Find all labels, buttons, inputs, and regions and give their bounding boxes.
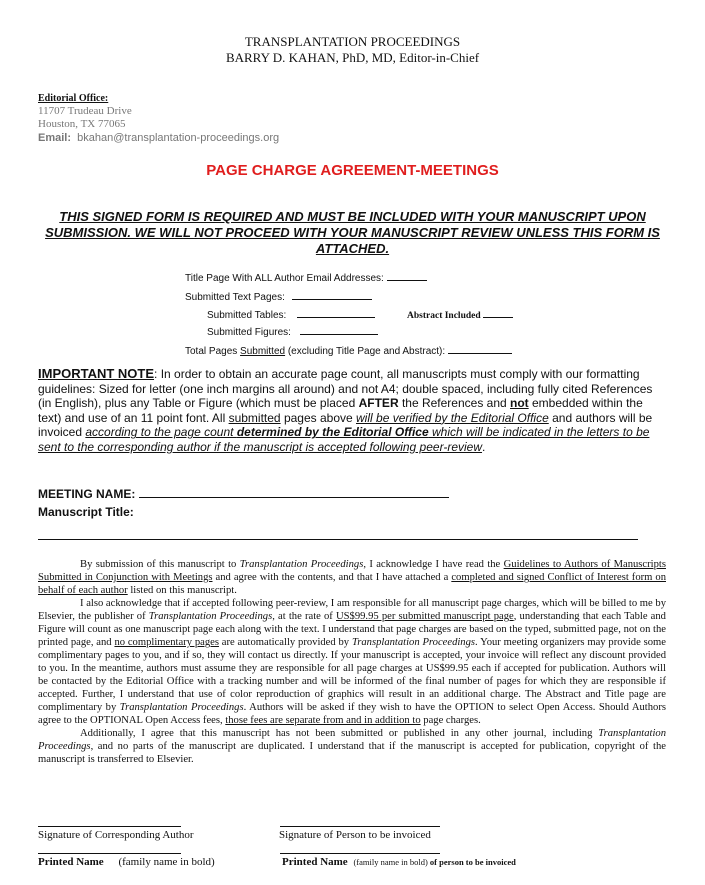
field-title-page-blank[interactable]: [387, 270, 427, 281]
journal-title: TRANSPLANTATION PROCEEDINGS: [244, 34, 461, 49]
field-abstract: [407, 307, 513, 321]
submission-warning: THIS SIGNED FORM IS REQUIRED AND MUST BE INCLUDED WITH YOUR MANUSCRIPT UPON SUBMISSION. WE WILL NOT PROCEED WITH YOUR MANUSCRIPT REVIEW UNLESS THIS FORM IS ATTACHED.: [45, 209, 660, 256]
note-verified: will be verified by the Editorial Office: [356, 410, 549, 425]
invoiced-printed-line[interactable]: [280, 853, 440, 854]
field-abstract-label: Abstract Included: [407, 311, 481, 321]
family-name-right: (family name in bold): [353, 857, 428, 867]
author-printed-name: [38, 856, 215, 868]
email-label: Email:: [38, 132, 72, 144]
field-total-label-a: Total Pages: [185, 346, 241, 357]
note-text-4: pages above: [280, 410, 357, 425]
paragraph-acknowledge: By submission of this manuscript to Transplantation Proceedings, I acknowledge I have read the Guidelines to Authors of Manuscripts Submitted in Conjunction with Meetings and agree with the contents, and that I have attached a completed and signed Conflict of Interest form on behalf of each author listed on this manuscript.: [38, 559, 666, 596]
invoiced-signature-line[interactable]: [280, 826, 440, 827]
field-total-pages: [185, 343, 512, 357]
agreement-title: PAGE CHARGE AGREEMENT-MEETINGS: [206, 162, 499, 179]
printed-name-left-label: Printed Name: [38, 856, 104, 868]
manuscript-title-blank[interactable]: [38, 539, 638, 540]
manuscript-title-label: Manuscript Title:: [38, 505, 134, 519]
email-address[interactable]: bkahan@transplantation-proceedings.org: [77, 132, 280, 144]
note-end: .: [482, 439, 486, 454]
important-note-label: IMPORTANT NOTE: [38, 366, 155, 381]
of-person-invoiced: of person to be invoiced: [427, 857, 516, 867]
paragraph-charges: I also acknowledge that if accepted following peer-review, I am responsible for all manuscript page charges, which will be billed to me by Elsevier, the publisher of Transplantation Proceedings, at the rate of US$99.95 per submitted manuscript page, understanding that each Table and Figure will count as one manuscript page each along with the text. I understand that page charges are based on the typed, submitted page, not on the printed page, and no complimentary pages are automatically provided by Transplantation Proceedings. Your meeting organizers may provide some complimentary pages to you, and if so, they will contact us directly. If your manuscript is accepted, your invoice will reflect any discount provided to you. In the meantime, authors must assume they are responsible for all page charges at US$99.95 each if accepted for publication. Authors will be contacted by the Editorial Office with a tracking number and will be informed of the final number of pages for which they are responsible if accepted. Further, I understand that use of color reproduction of graphics will result in an additional charge. The Abstract and Title page are complimentary by Transplantation Proceedings. Authors will be asked if they wish to have the OPTION to select Open Access. Should Authors agree to the OPTIONAL Open Access fees, those fees are separate from and in addition to page charges.: [38, 598, 666, 726]
field-figures-label: Submitted Figures:: [207, 327, 291, 338]
author-signature-label: Signature of Corresponding Author: [38, 829, 194, 841]
note-after: AFTER: [358, 396, 399, 411]
paragraph-copyright: Additionally, I agree that this manuscript has not been submitted or published in any other journal, including Transplantation Proceedings, and no parts of the manuscript are duplicated. I understand that if the manuscript is accepted for publication, copyright of the manuscript is transferred to Elsevier.: [38, 728, 666, 765]
field-total-label-c: (excluding Title Page and Abstract):: [285, 346, 446, 357]
note-submitted: submitted: [228, 410, 281, 425]
important-note: [38, 367, 668, 455]
note-indicated: which will be indicated in the letters to be sent to the corresponding author if the manuscript is accepted following peer-review: [38, 425, 650, 454]
note-determined: determined by the Editorial Office: [236, 425, 429, 440]
note-text-2: the References and: [398, 396, 511, 411]
field-total-pages-blank[interactable]: [448, 343, 512, 354]
note-text-1: : In order to obtain an accurate page count, all manuscripts must comply with our formatting guidelines: Sized for letter (one inch margins all around) and not A4; double spaced, including fully cited References (in English), plus any Table or Figure (which must be placed: [38, 367, 653, 411]
field-total-label-b: Submitted: [240, 346, 286, 357]
note-not: not: [510, 396, 529, 411]
field-tables-label: Submitted Tables:: [207, 310, 287, 321]
field-text-pages-label: Submitted Text Pages:: [185, 292, 285, 303]
meeting-name-label: MEETING NAME:: [38, 487, 136, 501]
author-printed-line[interactable]: [38, 853, 181, 854]
note-text-5: and authors will be invoiced: [38, 410, 653, 440]
meeting-name-field: [38, 485, 449, 501]
printed-name-right-label: Printed Name: [282, 856, 348, 868]
field-title-page: [185, 270, 427, 284]
field-text-pages-blank[interactable]: [292, 289, 372, 300]
family-name-left: (family name in bold): [118, 856, 215, 868]
author-signature-line[interactable]: [38, 826, 181, 827]
field-figures: [207, 324, 378, 338]
note-text-3: embedded within the text) and use of an 11 point font. All: [38, 396, 643, 425]
meeting-name-blank[interactable]: [139, 485, 449, 498]
editor-line: BARRY D. KAHAN, PhD, MD, Editor-in-Chief: [225, 50, 480, 65]
office-address-line1: 11707 Trudeau Drive: [38, 105, 132, 117]
field-title-page-label: Title Page With ALL Author Email Addresses:: [185, 273, 384, 284]
invoiced-printed-name: [282, 856, 516, 868]
field-tables: [207, 307, 375, 321]
office-email: [38, 132, 279, 144]
field-tables-blank[interactable]: [297, 307, 375, 318]
field-figures-blank[interactable]: [300, 324, 378, 335]
field-abstract-blank[interactable]: [483, 307, 513, 318]
field-text-pages: [185, 289, 372, 303]
invoiced-signature-label: Signature of Person to be invoiced: [279, 829, 431, 841]
note-according: according to the page count: [85, 425, 237, 440]
agreement-body: [38, 558, 666, 766]
office-address-line2: Houston, TX 77065: [38, 118, 126, 130]
editorial-office-label: Editorial Office:: [38, 93, 109, 104]
